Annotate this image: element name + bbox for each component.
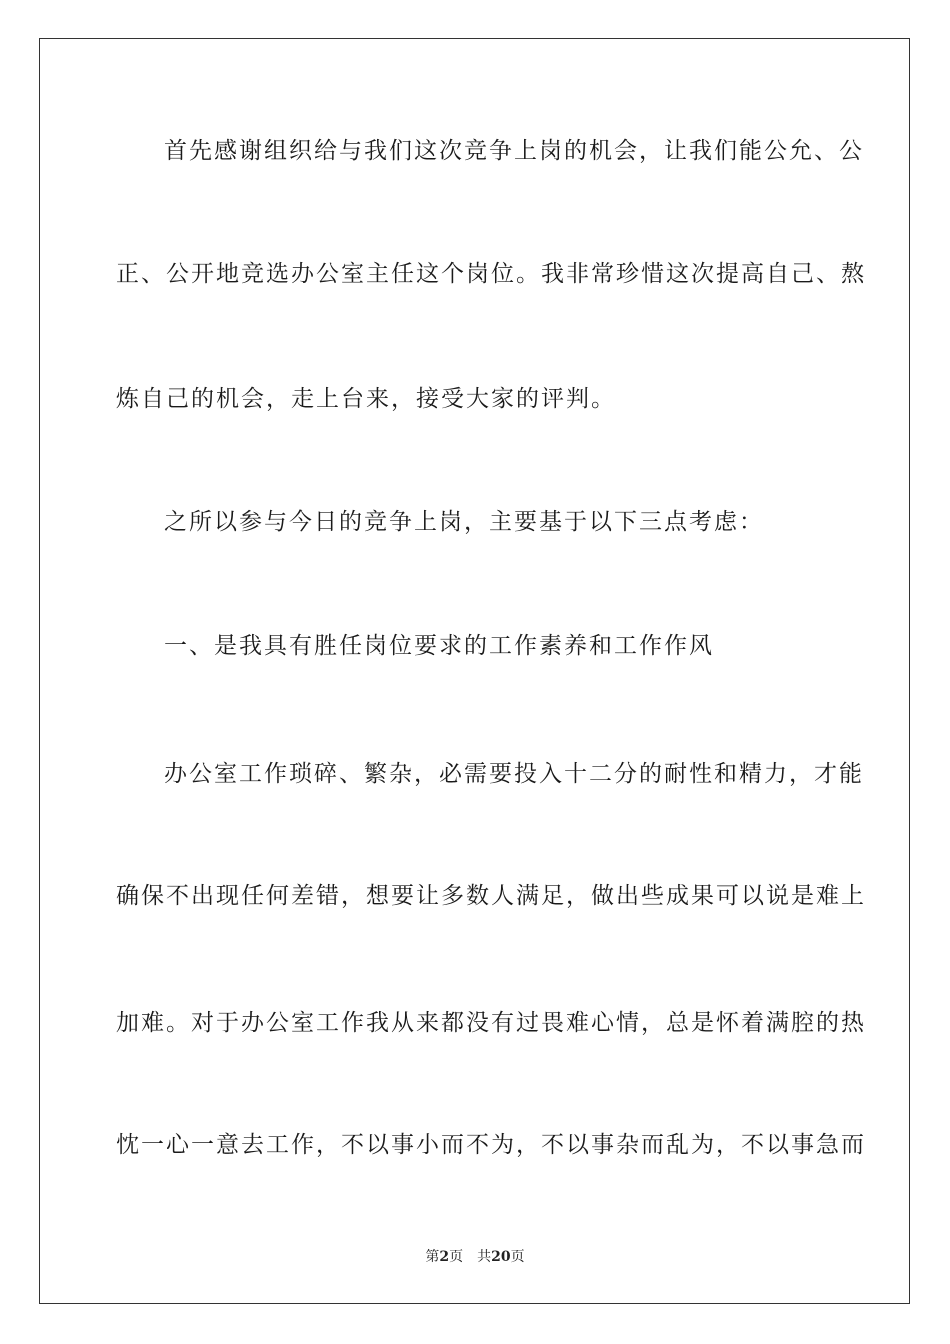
page-prefix: 第 — [425, 1249, 440, 1265]
paragraph-line: 首先感谢组织给与我们这次竞争上岗的机会，让我们能公允、公 — [164, 138, 864, 164]
section-heading: 一、是我具有胜任岗位要求的工作素养和工作作风 — [164, 633, 714, 659]
total-unit: 页 — [510, 1249, 525, 1265]
paragraph-line: 正、公开地竞选办公室主任这个岗位。我非常珍惜这次提高自己、熬 — [116, 261, 866, 287]
page-border — [39, 38, 910, 1304]
paragraph-line: 确保不出现任何差错，想要让多数人满足，做出些成果可以说是难上 — [116, 883, 866, 909]
total-prefix: 共 — [477, 1249, 492, 1265]
paragraph-line: 办公室工作琐碎、繁杂，必需要投入十二分的耐性和精力，才能 — [164, 761, 864, 787]
page-unit: 页 — [449, 1249, 464, 1265]
paragraph-line: 忱一心一意去工作，不以事小而不为，不以事杂而乱为，不以事急而 — [116, 1132, 866, 1158]
paragraph-line: 之所以参与今日的竞争上岗，主要基于以下三点考虑： — [164, 509, 764, 535]
paragraph-line: 炼自己的机会，走上台来，接受大家的评判。 — [116, 386, 616, 412]
paragraph-line: 加难。对于办公室工作我从来都没有过畏难心情，总是怀着满腔的热 — [116, 1010, 866, 1036]
page-footer — [0, 1247, 950, 1267]
current-page-number: 2 — [439, 1249, 450, 1265]
total-page-count: 20 — [491, 1249, 511, 1265]
